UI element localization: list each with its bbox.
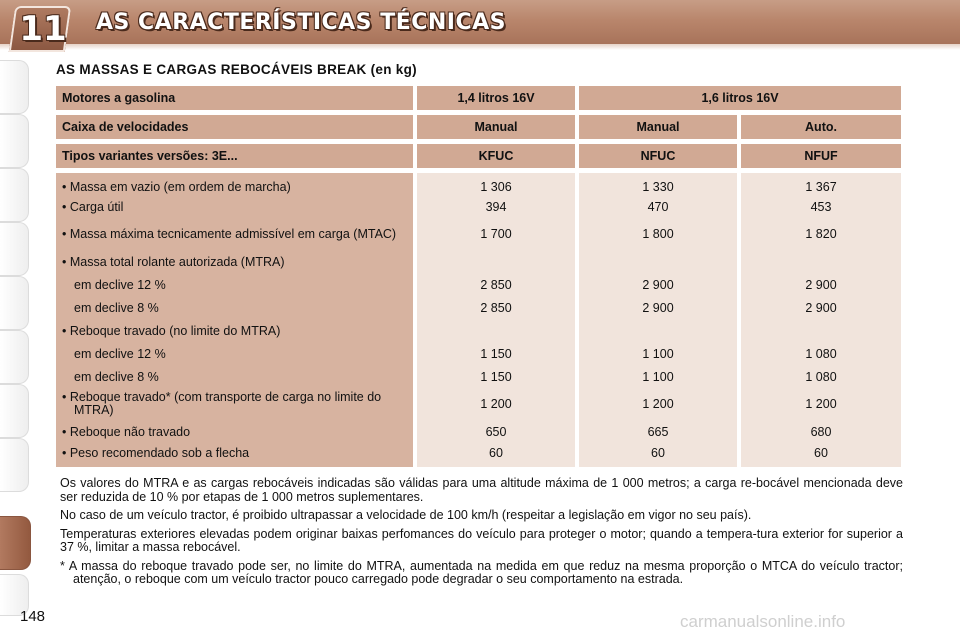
row-value: 470 <box>579 195 737 218</box>
gearbox-value: Manual <box>417 115 575 139</box>
side-tab[interactable] <box>0 222 29 276</box>
footnote: * A massa do reboque travado pode ser, no limite do MTRA, aumentada na medida em que reduz na mesma proporção o MTCA do veículo tractor; atenção, o reboque com um veículo tractor pouco carregado pode degradar o seu comportamento na estrada. <box>60 558 903 586</box>
side-tab[interactable] <box>0 276 29 330</box>
row-label: • Massa máxima tecnicamente admissível em carga (MTAC) <box>62 226 397 241</box>
row-value: 1 200 <box>579 388 737 420</box>
table-row <box>56 218 901 250</box>
side-tab[interactable] <box>0 114 29 168</box>
row-label: em declive 8 % <box>74 369 159 384</box>
header-shadow <box>0 44 960 50</box>
row-label: • Reboque travado* (com transporte de carga no limite do MTRA) <box>62 390 382 417</box>
side-tab[interactable] <box>0 60 29 114</box>
row-value: 453 <box>741 195 901 218</box>
type-code: KFUC <box>417 144 575 168</box>
row-value: 1 100 <box>579 342 737 365</box>
side-tab[interactable] <box>0 438 29 492</box>
table-row <box>56 319 901 342</box>
mass-load-table <box>52 86 905 467</box>
table-row <box>56 173 901 195</box>
gearbox-value: Manual <box>579 115 737 139</box>
engine-header-label: Motores a gasolina <box>56 86 413 110</box>
table-row <box>56 273 901 296</box>
row-value: 60 <box>741 443 901 467</box>
row-value <box>417 319 575 342</box>
row-label: • Massa total rolante autorizada (MTRA) <box>56 250 413 273</box>
row-label: em declive 12 % <box>74 346 166 361</box>
chapter-number: 11 <box>19 9 67 49</box>
row-value: 1 200 <box>741 388 901 420</box>
row-value: 1 100 <box>579 365 737 388</box>
row-value: 1 306 <box>417 173 575 195</box>
table-row <box>56 365 901 388</box>
row-value: 1 367 <box>741 173 901 195</box>
side-tab[interactable] <box>0 330 29 384</box>
engine-1-header: 1,4 litros 16V <box>417 86 575 110</box>
table-row <box>56 195 901 218</box>
table-row <box>56 388 901 420</box>
row-label: • Massa em vazio (em ordem de marcha) <box>56 173 413 195</box>
row-value: 2 850 <box>417 273 575 296</box>
note-paragraph: No caso de um veículo tractor, é proibido ultrapassar a velocidade de 100 km/h (respeitar a legislação em vigor no seu país). <box>60 508 752 522</box>
row-value <box>579 319 737 342</box>
row-value: 1 200 <box>417 388 575 420</box>
row-value: 1 800 <box>579 218 737 250</box>
row-label: • Reboque não travado <box>56 420 413 443</box>
row-value <box>417 250 575 273</box>
row-label: em declive 8 % <box>74 300 159 315</box>
row-value <box>579 250 737 273</box>
row-label: • Carga útil <box>56 195 413 218</box>
row-value: 2 900 <box>741 296 901 319</box>
row-value: 2 850 <box>417 296 575 319</box>
table-row <box>56 250 901 273</box>
engine-2-header: 1,6 litros 16V <box>579 86 901 110</box>
row-label: • Reboque travado (no limite do MTRA) <box>56 319 413 342</box>
table-row <box>56 342 901 365</box>
row-value: 2 900 <box>579 273 737 296</box>
row-value: 394 <box>417 195 575 218</box>
gearbox-header-label: Caixa de velocidades <box>56 115 413 139</box>
side-tab[interactable] <box>0 168 29 222</box>
row-value: 665 <box>579 420 737 443</box>
table-row <box>56 296 901 319</box>
row-value: 2 900 <box>579 296 737 319</box>
type-code: NFUC <box>579 144 737 168</box>
row-value <box>741 250 901 273</box>
type-code: NFUF <box>741 144 901 168</box>
note-paragraph: Os valores do MTRA e as cargas rebocáveis indicadas são válidas para uma altitude máxima de 1 000 metros; a carga re-bocável mencionada deve ser reduzida de 10 % por etapas de 1 000 metros suplementares. <box>60 476 903 504</box>
row-label: em declive 12 % <box>74 277 166 292</box>
note-paragraph: Temperaturas exteriores elevadas podem originar baixas perfomances do veículo para proteger o motor; quando a tempera-tura exterior for superior a 37 %, limitar a massa rebocável. <box>60 526 903 554</box>
types-header-label: Tipos variantes versões: 3E... <box>56 144 413 168</box>
row-value: 1 080 <box>741 342 901 365</box>
gearbox-value: Auto. <box>741 115 901 139</box>
table-row <box>56 443 901 467</box>
row-value: 60 <box>579 443 737 467</box>
table-row <box>56 420 901 443</box>
row-value: 60 <box>417 443 575 467</box>
side-chapter-tabs <box>0 60 30 620</box>
row-value: 1 820 <box>741 218 901 250</box>
row-value: 1 150 <box>417 342 575 365</box>
row-value <box>741 319 901 342</box>
page-number: 148 <box>20 608 46 625</box>
side-tab[interactable] <box>0 384 29 438</box>
side-tab-active[interactable] <box>0 516 31 570</box>
notes-section <box>60 477 903 592</box>
watermark: carmanualsonline.info <box>680 612 846 631</box>
row-value: 1 330 <box>579 173 737 195</box>
row-value: 650 <box>417 420 575 443</box>
section-title: AS MASSAS E CARGAS REBOCÁVEIS BREAK (en kg) <box>56 62 417 77</box>
chapter-title: AS CARACTERÍSTICAS TÉCNICAS <box>96 10 506 35</box>
row-label: • Peso recomendado sob a flecha <box>56 443 413 467</box>
row-value: 1 700 <box>417 218 575 250</box>
row-value: 1 150 <box>417 365 575 388</box>
row-value: 680 <box>741 420 901 443</box>
row-value: 2 900 <box>741 273 901 296</box>
row-value: 1 080 <box>741 365 901 388</box>
